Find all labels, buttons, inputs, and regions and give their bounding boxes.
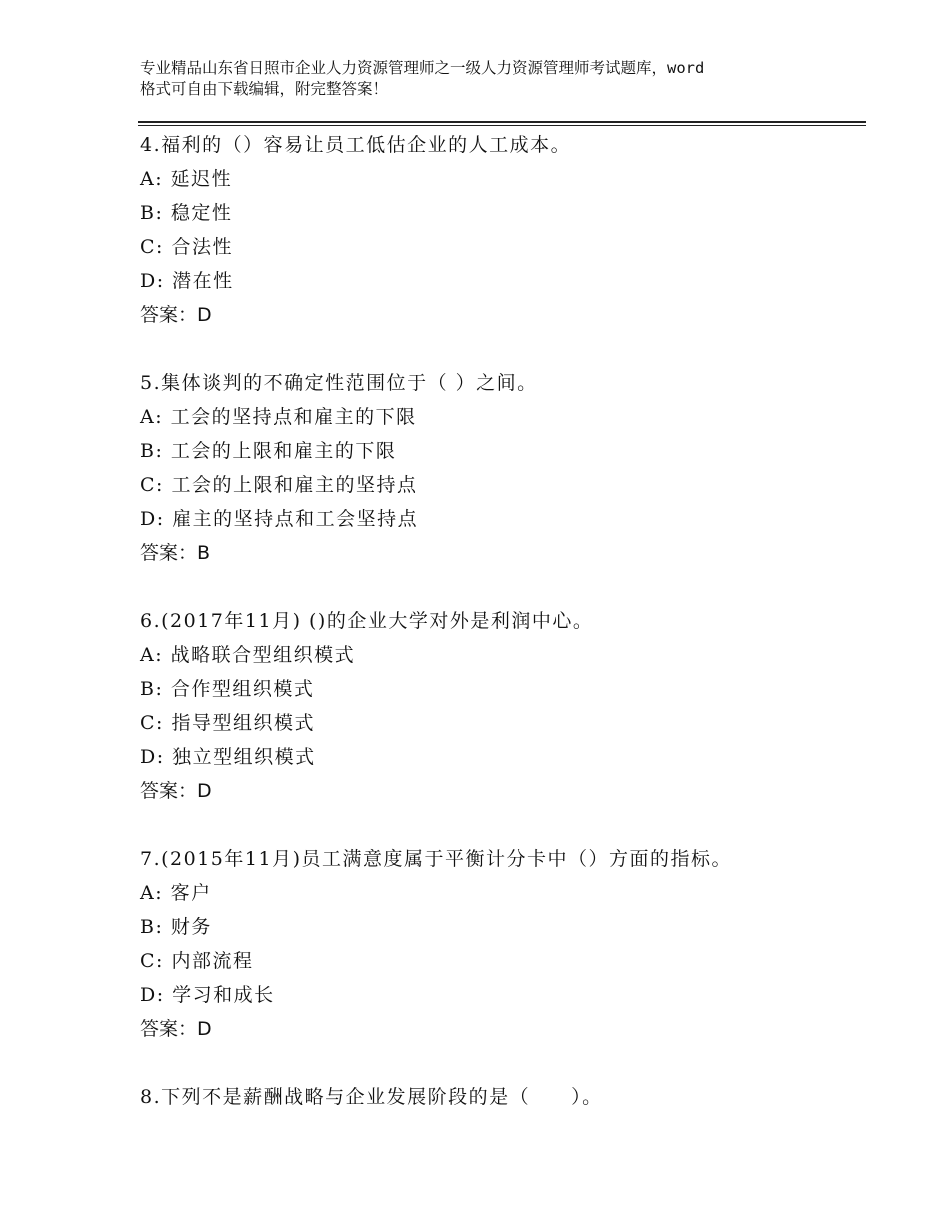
question-list bbox=[140, 128, 860, 1114]
option-c: C: 合法性 bbox=[140, 236, 233, 258]
question-text: 5.集体谈判的不确定性范围位于（ ）之间。 bbox=[140, 372, 538, 394]
option-a: A: 工会的坚持点和雇主的下限 bbox=[140, 406, 417, 428]
option-d: D: 雇主的坚持点和工会坚持点 bbox=[140, 508, 419, 530]
question-spacer bbox=[140, 1046, 860, 1080]
question-text: 8.下列不是薪酬战略与企业发展阶段的是（ ）。 bbox=[140, 1086, 603, 1108]
question-5 bbox=[140, 366, 860, 604]
question-8 bbox=[140, 1080, 860, 1114]
header-title-line-2: 格式可自由下载编辑，附完整答案！ bbox=[140, 80, 389, 98]
question-4 bbox=[140, 128, 860, 366]
question-spacer bbox=[140, 808, 860, 842]
answer-line: 答案：B bbox=[140, 542, 211, 564]
option-c: C: 工会的上限和雇主的坚持点 bbox=[140, 474, 418, 496]
option-c: C: 内部流程 bbox=[140, 950, 254, 972]
answer-line: 答案：D bbox=[140, 1018, 212, 1040]
header-divider-thick bbox=[138, 121, 866, 123]
option-d: D: 学习和成长 bbox=[140, 984, 275, 1006]
answer-line: 答案：D bbox=[140, 304, 212, 326]
option-b: B: 财务 bbox=[140, 916, 212, 938]
option-b: B: 工会的上限和雇主的下限 bbox=[140, 440, 397, 462]
question-6 bbox=[140, 604, 860, 842]
option-b: B: 合作型组织模式 bbox=[140, 678, 315, 700]
question-7 bbox=[140, 842, 860, 1080]
option-d: D: 潜在性 bbox=[140, 270, 234, 292]
option-b: B: 稳定性 bbox=[140, 202, 233, 224]
option-a: A: 延迟性 bbox=[140, 168, 233, 190]
question-text: 6.(2017年11月) ()的企业大学对外是利润中心。 bbox=[140, 610, 594, 632]
option-a: A: 客户 bbox=[140, 882, 212, 904]
question-spacer bbox=[140, 332, 860, 366]
question-spacer bbox=[140, 570, 860, 604]
option-c: C: 指导型组织模式 bbox=[140, 712, 315, 734]
answer-line: 答案：D bbox=[140, 780, 212, 802]
header-title-line-1: 专业精品山东省日照市企业人力资源管理师之一级人力资源管理师考试题库，word bbox=[140, 59, 705, 77]
option-d: D: 独立型组织模式 bbox=[140, 746, 316, 768]
option-a: A: 战略联合型组织模式 bbox=[140, 644, 356, 666]
question-text: 4.福利的（）容易让员工低估企业的人工成本。 bbox=[140, 134, 572, 156]
question-text: 7.(2015年11月)员工满意度属于平衡计分卡中（）方面的指标。 bbox=[140, 848, 732, 870]
header-divider-thin bbox=[138, 125, 866, 126]
document-header bbox=[140, 58, 840, 100]
